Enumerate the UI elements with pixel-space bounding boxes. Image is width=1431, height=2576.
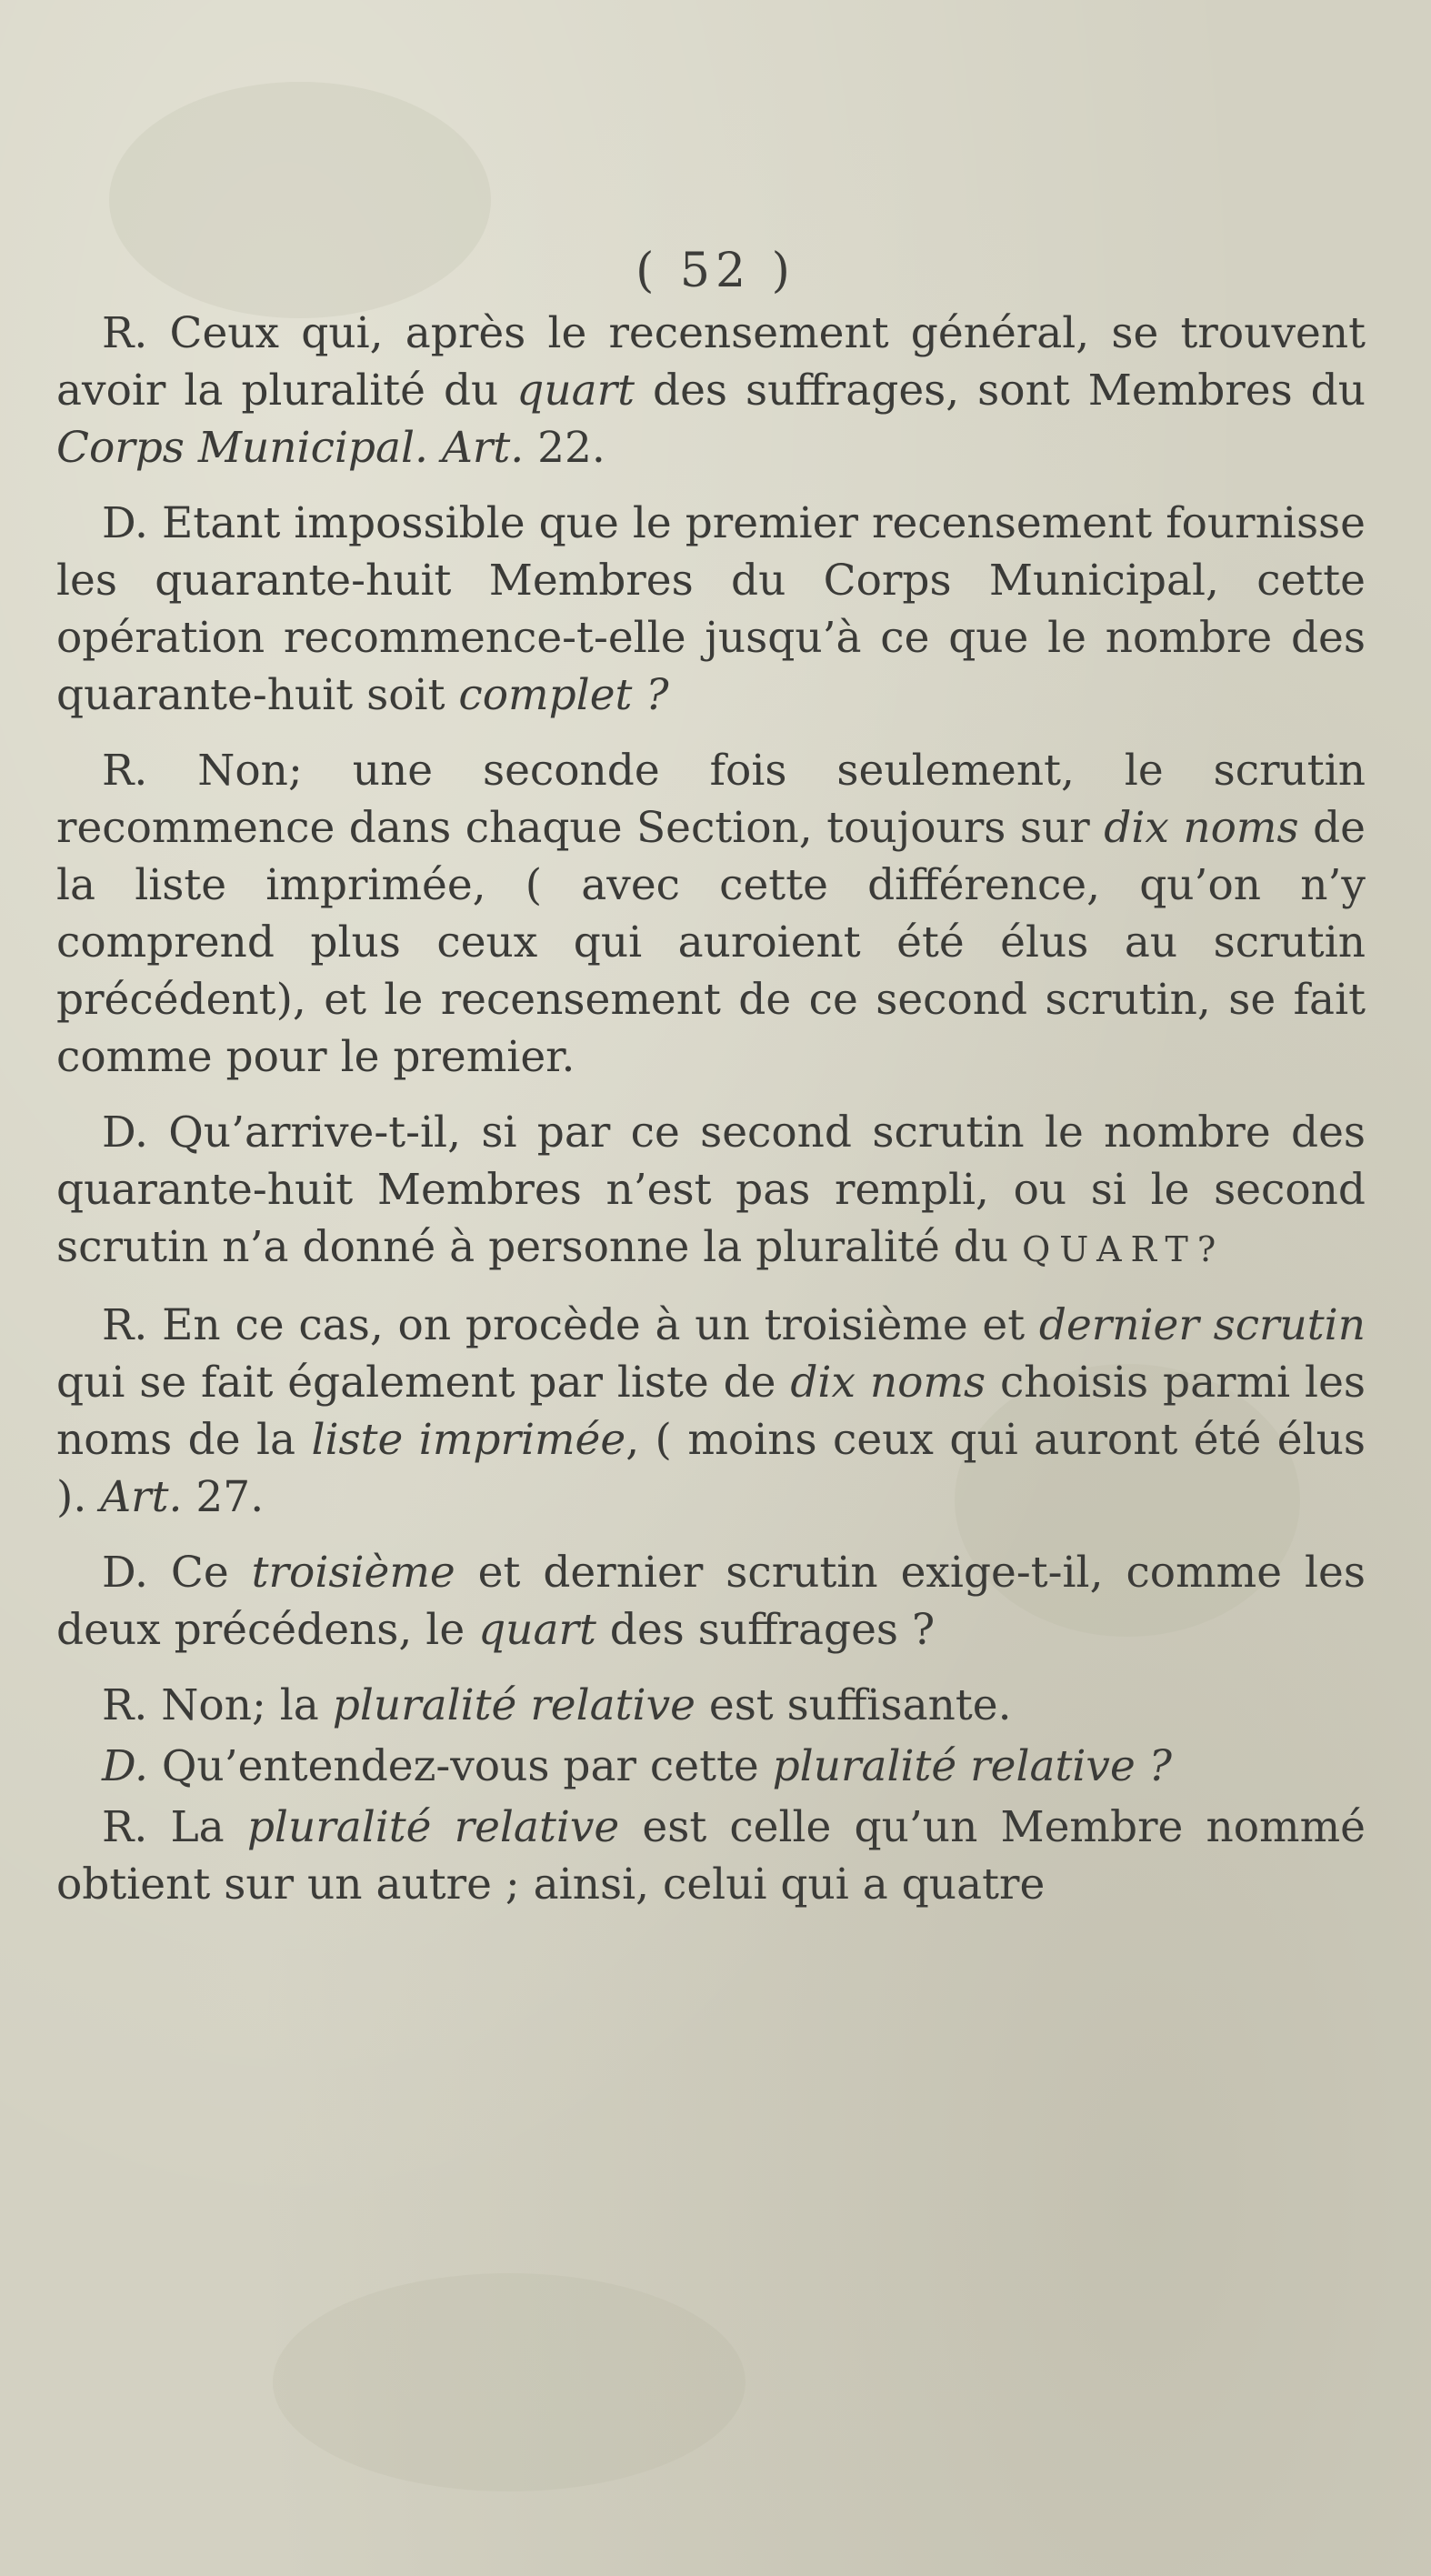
speaker-label: R. (102, 746, 148, 796)
italic-text: complet ? (458, 670, 669, 720)
text-segment: est celle qu’un Membre nommé obtient sur un autre ; ainsi, celui qui a quatre (56, 1802, 1366, 1909)
paragraph (56, 1297, 1366, 1526)
paragraph (56, 305, 1366, 476)
speaker-label: D. (102, 1108, 148, 1158)
italic-text: liste imprimée (311, 1415, 626, 1465)
text-segment: des suffrages ? (595, 1605, 936, 1655)
text-segment: Etant impossible que le premier recensement fournisse les quarante-huit Membres du Corps Municipal, cette opération recommence-t-elle jusqu’à ce que le nombre des quarante-huit soit (56, 498, 1366, 720)
text-segment: Ce (147, 1548, 252, 1598)
text-segment: La (147, 1802, 247, 1852)
text-segment: est suffisante. (695, 1680, 1012, 1730)
paper-stain (273, 2273, 746, 2491)
italic-text: dernier scrutin (1038, 1300, 1366, 1350)
text-segment: et dernier scrutin exige-t-il, comme les deux précédens, le (56, 1548, 1366, 1655)
speaker-label: D. (102, 498, 148, 548)
text-segment: Ceux qui, après le recensement général, se trouvent avoir la pluralité du (56, 308, 1366, 416)
italic-text: Art. (100, 1472, 183, 1522)
body-text (56, 305, 1366, 1913)
paragraph (56, 742, 1366, 1086)
paragraph (56, 1738, 1366, 1795)
text-segment: choisis parmi les noms de la (56, 1358, 1366, 1465)
speaker-label: R. (102, 1680, 148, 1730)
italic-text: quart (478, 1605, 596, 1655)
speaker-label: D. (102, 1741, 148, 1791)
text-segment: 27. (182, 1472, 265, 1522)
text-segment: des suffrages, sont Membres du (635, 366, 1366, 416)
text-segment: , ( moins ceux qui auront été élus ). (56, 1415, 1366, 1522)
italic-text: pluralité relative (332, 1680, 695, 1730)
paragraph (56, 1677, 1366, 1734)
text-segment: Qu’entendez-vous par cette (147, 1741, 773, 1791)
text-segment: En ce cas, on procède à un troisième et (147, 1300, 1039, 1350)
paragraph (56, 495, 1366, 724)
speaker-label: D. (102, 1548, 148, 1598)
small-caps-text: QUART? (1022, 1229, 1226, 1269)
text-segment: de la liste imprimée, ( avec cette différence, qu’on n’y comprend plus ceux qui auroient été élus au scrutin précédent), et le recensement de ce second scrutin, se fait comme pour le premier. (56, 803, 1366, 1082)
italic-text: quart (516, 366, 635, 416)
text-segment: Qu’arrive-t-il, si par ce second scrutin le nombre des quarante-huit Membres n’est pas rempli, ou si le second scrutin n’a donné à personne la pluralité du (56, 1108, 1366, 1272)
italic-text: dix noms (1104, 803, 1299, 853)
italic-text: pluralité relative ? (772, 1741, 1172, 1791)
text-segment: 22. (524, 423, 605, 473)
italic-text: troisième (251, 1548, 455, 1598)
italic-text: dix noms (790, 1358, 986, 1408)
paragraph (56, 1544, 1366, 1659)
text-segment: Non; une seconde fois seulement, le scrutin recommence dans chaque Section, toujours sur (56, 746, 1366, 853)
text-segment: Non; la (147, 1680, 333, 1730)
paragraph (56, 1799, 1366, 1913)
speaker-label: R. (102, 1300, 148, 1350)
text-segment: qui se fait également par liste de (56, 1358, 791, 1408)
italic-text: pluralité relative (246, 1802, 620, 1852)
speaker-label: R. (102, 308, 148, 358)
paragraph (56, 1104, 1366, 1278)
italic-text: Corps Municipal. Art. (56, 423, 525, 473)
speaker-label: R. (102, 1802, 148, 1852)
page-number: ( 52 ) (635, 244, 796, 298)
